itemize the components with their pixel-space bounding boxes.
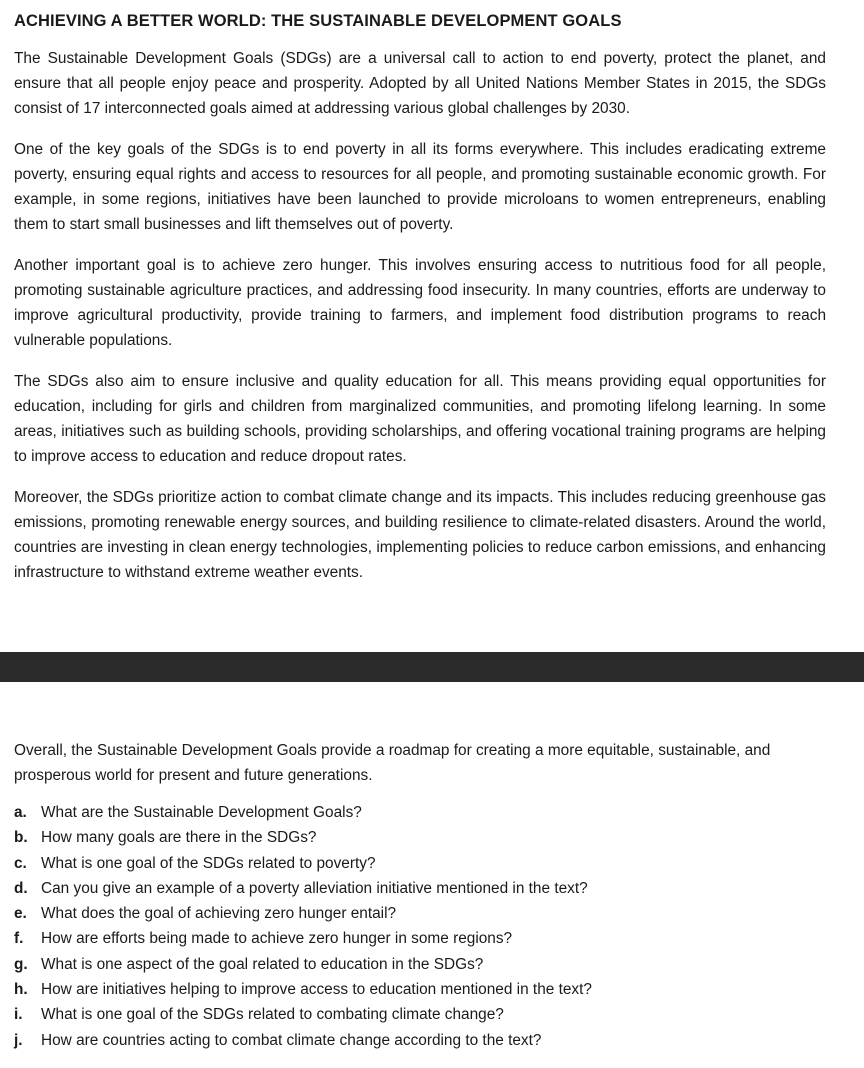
question-marker: b.: [14, 829, 28, 847]
question-text: How are initiatives helping to improve access to education mentioned in the text?: [41, 981, 592, 999]
question-text: What is one aspect of the goal related to education in the SDGs?: [41, 955, 484, 973]
document-top-section: [14, 10, 826, 601]
question-marker: h.: [14, 981, 28, 999]
closing-paragraph: Overall, the Sustainable Development Goals provide a roadmap for creating a more equitable, sustainable, and prosperous world for present and future generations.: [14, 742, 771, 784]
hunger-paragraph: Another important goal is to achieve zero hunger. This involves ensuring access to nutritious food for all people, promoting sustainable agriculture practices, and addressing food insecurity. In many countries, efforts are underway to improve agricultural productivity, provide training to farmers, and implement food distribution programs to reach vulnerable populations.: [14, 257, 826, 349]
poverty-paragraph: One of the key goals of the SDGs is to end poverty in all its forms everywhere. This includes eradicating extreme poverty, ensuring equal rights and access to resources for all people, and promoting sustainable economic growth. For example, in some regions, initiatives have been launched to provide microloans to women entrepreneurs, enabling them to start small businesses and lift themselves out of poverty.: [14, 141, 826, 233]
question-text: What is one goal of the SDGs related to combating climate change?: [41, 1006, 504, 1024]
question-item: [14, 876, 826, 901]
question-text: Can you give an example of a poverty alleviation initiative mentioned in the text?: [41, 879, 588, 897]
page-divider-band: [0, 652, 864, 682]
climate-paragraph: Moreover, the SDGs prioritize action to combat climate change and its impacts. This includes reducing greenhouse gas emissions, promoting renewable energy sources, and building resilience to climate-related disasters. Around the world, countries are investing in clean energy technologies, implementing policies to reduce carbon emissions, and enhancing infrastructure to withstand extreme weather events.: [14, 489, 826, 581]
question-text: How are countries acting to combat climate change according to the text?: [41, 1031, 542, 1049]
question-text: How are efforts being made to achieve zero hunger in some regions?: [41, 930, 513, 948]
question-marker: i.: [14, 1006, 23, 1024]
question-marker: g.: [14, 955, 28, 973]
question-item: [14, 952, 826, 977]
question-item: [14, 1028, 826, 1053]
document-bottom-section: [14, 738, 826, 1053]
document-title: ACHIEVING A BETTER WORLD: THE SUSTAINABLE DEVELOPMENT GOALS: [14, 12, 622, 30]
question-marker: j.: [14, 1031, 23, 1049]
question-marker: f.: [14, 930, 24, 948]
education-paragraph: The SDGs also aim to ensure inclusive and quality education for all. This means providing equal opportunities for education, including for girls and children from marginalized communities, and promoting lifelong learning. In some areas, initiatives such as building schools, providing scholarships, and offering vocational training programs are helping to improve access to education and reduce dropout rates.: [14, 373, 826, 465]
question-list: [14, 800, 826, 1053]
question-text: What are the Sustainable Development Goals?: [41, 804, 362, 821]
question-item: [14, 800, 826, 825]
question-item: [14, 1002, 826, 1027]
question-item: [14, 825, 826, 850]
question-marker: c.: [14, 854, 27, 872]
question-item: [14, 977, 826, 1002]
question-item: [14, 901, 826, 926]
question-marker: e.: [14, 905, 27, 923]
question-marker: a.: [14, 804, 27, 821]
question-text: What is one goal of the SDGs related to poverty?: [41, 854, 376, 872]
question-text: How many goals are there in the SDGs?: [41, 829, 317, 847]
question-item: [14, 851, 826, 876]
question-item: [14, 926, 826, 951]
question-text: What does the goal of achieving zero hunger entail?: [41, 905, 397, 923]
intro-paragraph: The Sustainable Development Goals (SDGs) are a universal call to action to end poverty, protect the planet, and ensure that all people enjoy peace and prosperity. Adopted by all United Nations Member States in 2015, the SDGs consist of 17 interconnected goals aimed at addressing various global challenges by 2030.: [14, 50, 826, 117]
question-marker: d.: [14, 879, 28, 897]
